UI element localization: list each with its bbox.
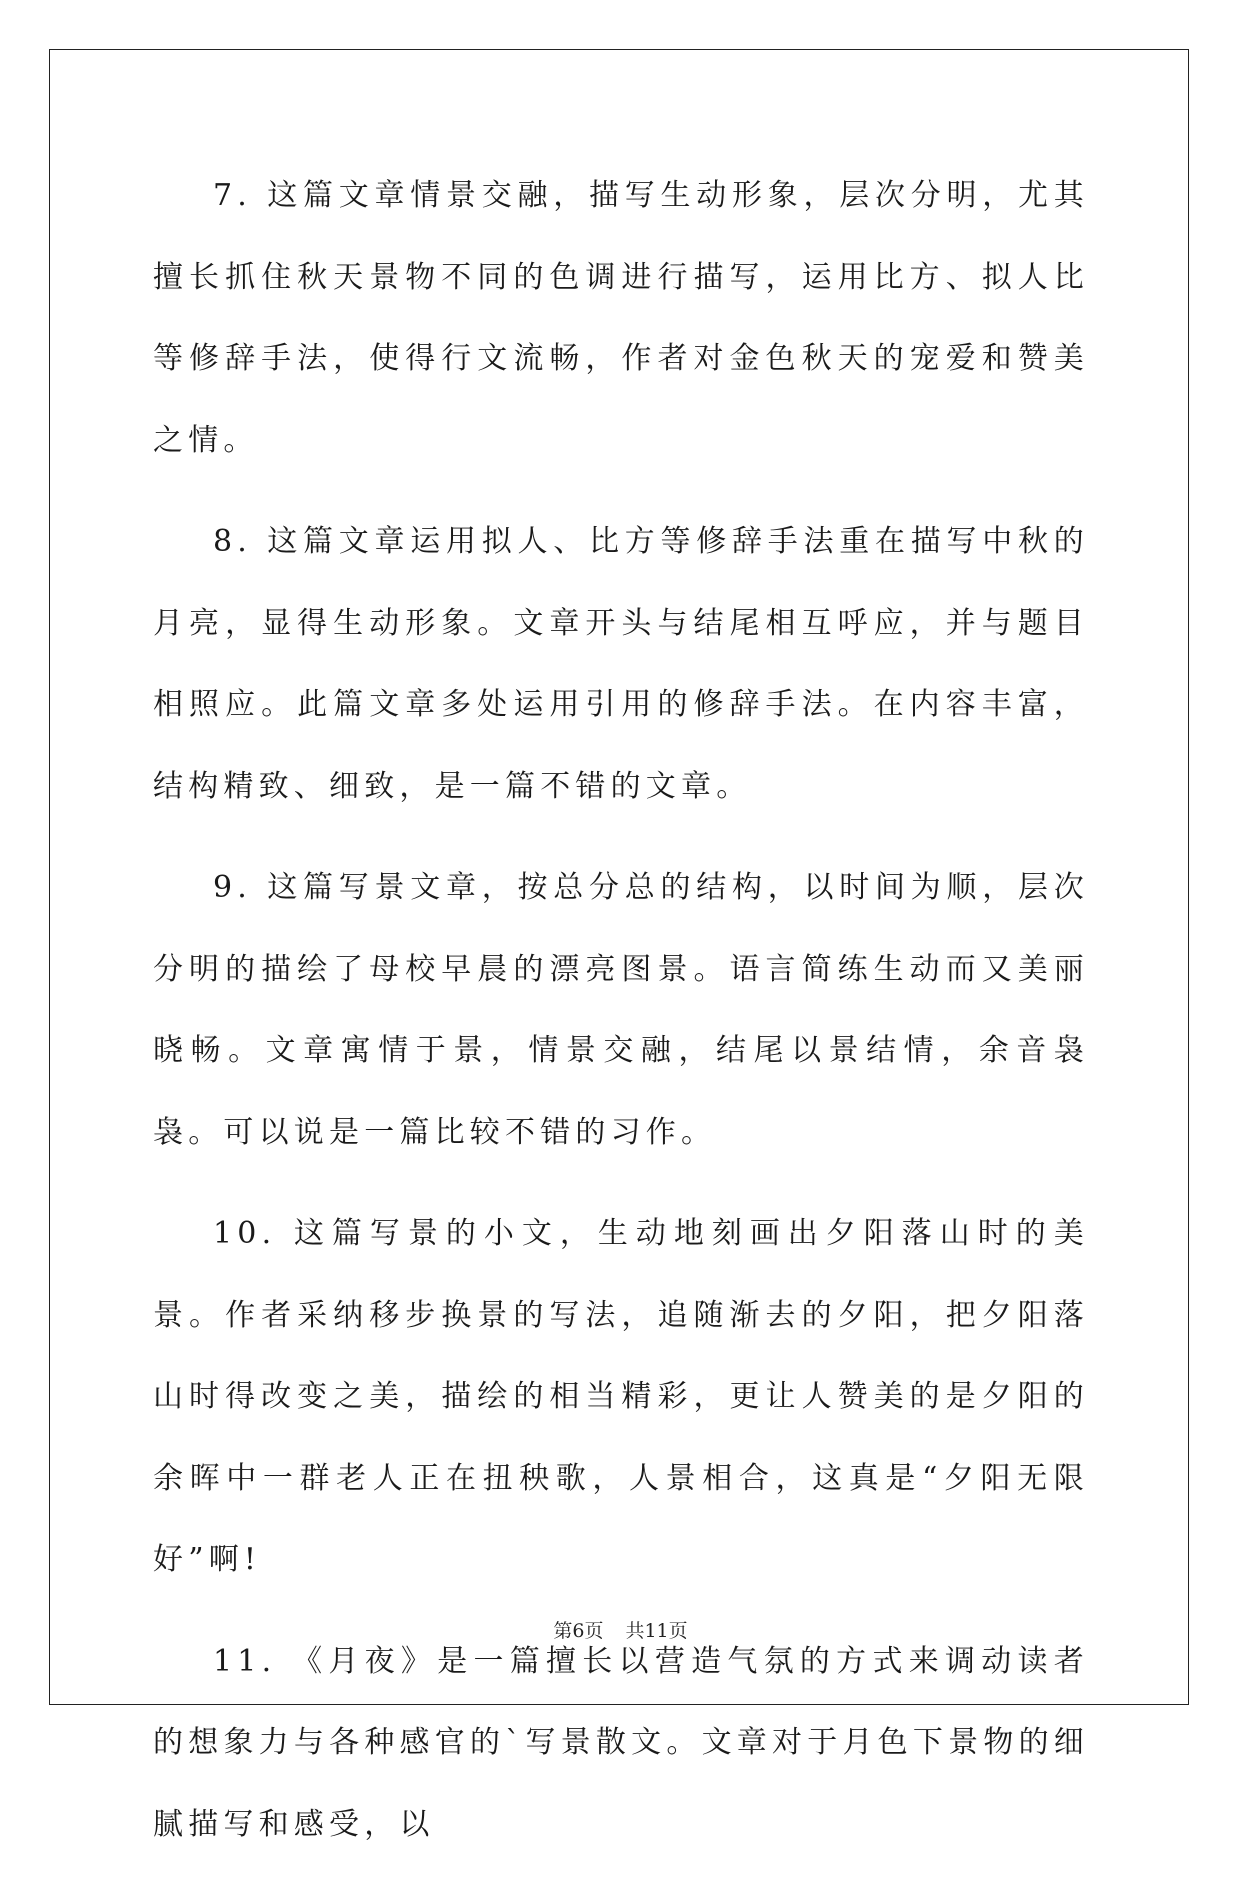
paragraph-8: 8. 这篇文章运用拟人、比方等修辞手法重在描写中秋的月亮，显得生动形象。文章开头与结尾相互呼应，并与题目相照应。此篇文章多处运用引用的修辞手法。在内容丰富，结构精致、细致，是一篇不错的文章。 [153, 524, 1089, 804]
page-total: 共11页 [625, 1620, 688, 1642]
paragraph-9: 9. 这篇写景文章，按总分总的结构，以时间为顺，层次分明的描绘了母校早晨的漂亮图景。语言简练生动而又美丽晓畅。文章寓情于景，情景交融，结尾以景结情，余音袅袅。可以说是一篇比较不错的习作。 [153, 870, 1089, 1150]
paragraph-11: 11. 《月夜》是一篇擅长以营造气氛的方式来调动读者的想象力与各种感官的`写景散文。文章对于月色下景物的细腻描写和感受，以 [153, 1643, 1089, 1842]
page-number: 第6页 [553, 1620, 604, 1642]
page-footer [0, 1616, 1241, 1643]
paragraph-7: 7. 这篇文章情景交融，描写生动形象，层次分明，尤其擅长抓住秋天景物不同的色调进行描写，运用比方、拟人比等修辞手法，使得行文流畅，作者对金色秋天的宠爱和赞美之情。 [153, 178, 1089, 458]
paragraph-10: 10. 这篇写景的小文，生动地刻画出夕阳落山时的美景。作者采纳移步换景的写法，追随渐去的夕阳，把夕阳落山时得改变之美，描绘的相当精彩，更让人赞美的是夕阳的余晖中一群老人正在扭秧歌，人景相合，这真是“夕阳无限好”啊! [153, 1216, 1089, 1577]
